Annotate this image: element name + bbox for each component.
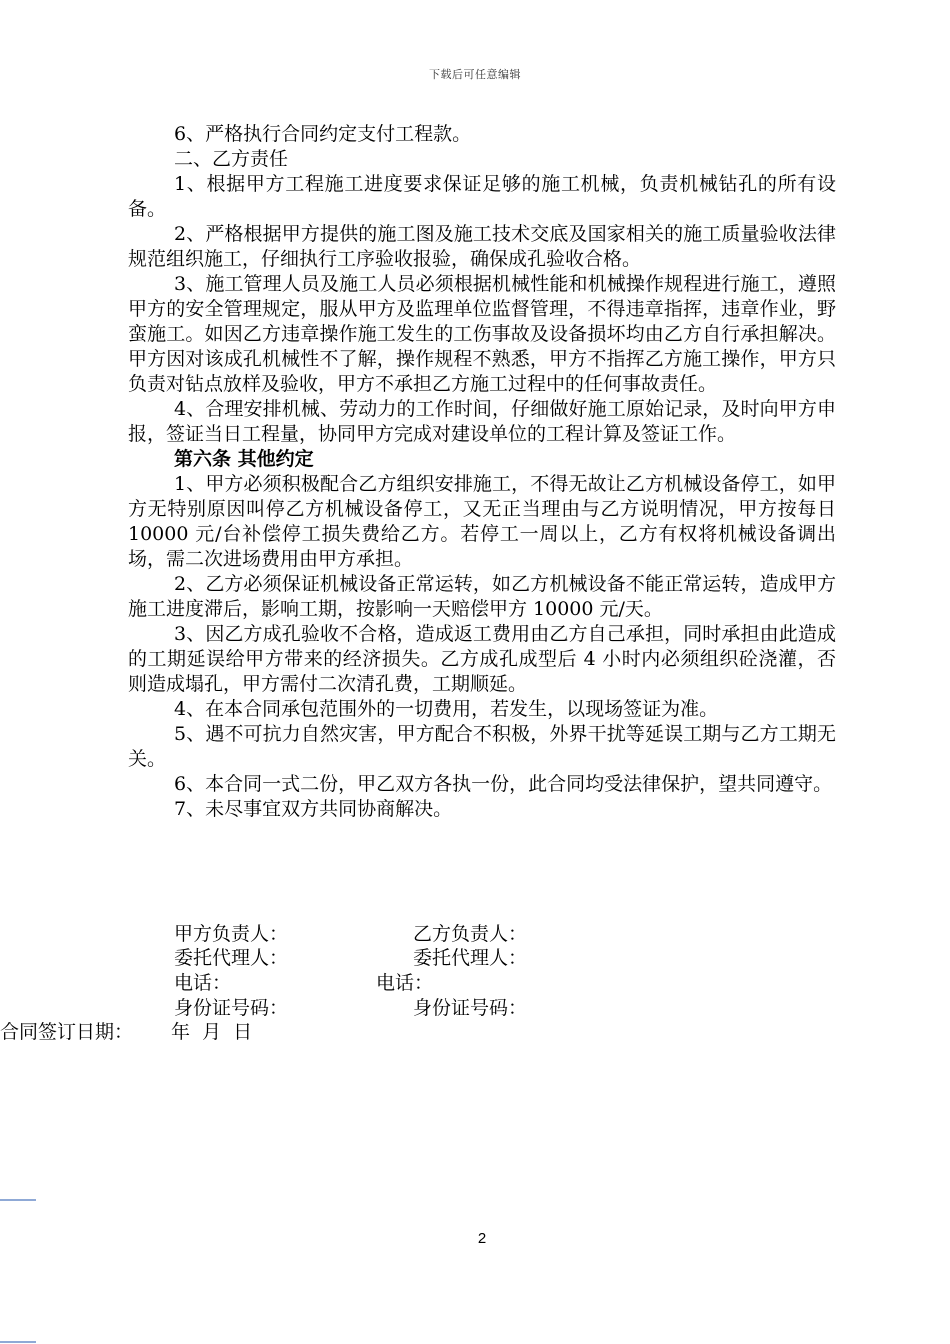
page-edge-divider (0, 1341, 36, 1343)
party-a-person-label: 甲方负责人： (174, 923, 289, 945)
party-b-phone-label: 电话： (376, 972, 434, 994)
party-a-agent-label: 委托代理人： (174, 947, 289, 969)
paragraph: 6、严格执行合同约定支付工程款。 (174, 123, 472, 145)
paragraph: 2、乙方必须保证机械设备正常运转，如乙方机械设备不能正常运转，造成甲方施工进度滞后，影响工期，按影响一天赔偿甲方 10000 元/天。 (128, 573, 836, 620)
paragraph: 7、未尽事宜双方共同协商解决。 (174, 798, 453, 820)
signing-date-fields: 年 月 日 (171, 1021, 253, 1043)
paragraph: 3、因乙方成孔验收不合格，造成返工费用由乙方自己承担，同时承担由此造成的工期延误给甲方带来的经济损失。乙方成孔成型后 4 小时内必须组织砼浇灌，否则造成塌孔，甲方需付二次清孔费，工期顺延。 (128, 623, 836, 695)
contract-body (128, 122, 836, 822)
party-a-phone-label: 电话： (174, 972, 232, 994)
paragraph: 6、本合同一式二份，甲乙双方各执一份，此合同均受法律保护，望共同遵守。 (174, 773, 833, 795)
paragraph: 3、施工管理人员及施工人员必须根据机械性能和机械操作规程进行施工，遵照甲方的安全管理规定，服从甲方及监理单位监督管理，不得违章指挥，违章作业，野蛮施工。如因乙方违章操作施工发生的工伤事故及设备损坏均由乙方自行承担解决。甲方因对该成孔机械性不了解，操作规程不熟悉，甲方不指挥乙方施工操作，甲方只负责对钻点放样及验收，甲方不承担乙方施工过程中的任何事故责任。 (128, 273, 836, 395)
header-note: 下载后可任意编辑 (429, 68, 521, 81)
section-heading: 二、乙方责任 (174, 148, 289, 170)
party-b-id-label: 身份证号码： (413, 997, 528, 1019)
paragraph: 2、严格根据甲方提供的施工图及施工技术交底及国家相关的施工质量验收法律规范组织施工，仔细执行工序验收报验，确保成孔验收合格。 (128, 223, 836, 270)
page-number: 2 (477, 1230, 487, 1247)
paragraph: 1、根据甲方工程施工进度要求保证足够的施工机械，负责机械钻孔的所有设备。 (128, 173, 836, 220)
party-b-agent-label: 委托代理人： (413, 947, 528, 969)
party-a-id-label: 身份证号码： (174, 997, 289, 1019)
party-b-person-label: 乙方负责人： (413, 923, 528, 945)
footnote-divider (0, 1199, 36, 1201)
signing-date-line (0, 1020, 252, 1045)
article-heading: 第六条 其他约定 (174, 448, 314, 470)
paragraph: 4、合理安排机械、劳动力的工作时间，仔细做好施工原始记录，及时向甲方申报，签证当日工程量，协同甲方完成对建设单位的工程计算及签证工作。 (128, 398, 836, 445)
paragraph: 5、遇不可抗力自然灾害，甲方配合不积极，外界干扰等延误工期与乙方工期无关。 (128, 723, 836, 770)
paragraph: 4、在本合同承包范围外的一切费用，若发生，以现场签证为准。 (174, 698, 719, 720)
signing-date-label: 合同签订日期： (0, 1021, 134, 1043)
paragraph: 1、甲方必须积极配合乙方组织安排施工，不得无故让乙方机械设备停工，如甲方无特别原因叫停乙方机械设备停工，又无正当理由与乙方说明情况，甲方按每日 10000 元/台补偿停工损失费给乙方。若停工一周以上，乙方有权将机械设备调出场，需二次进场费用由甲方承担。 (128, 473, 836, 570)
